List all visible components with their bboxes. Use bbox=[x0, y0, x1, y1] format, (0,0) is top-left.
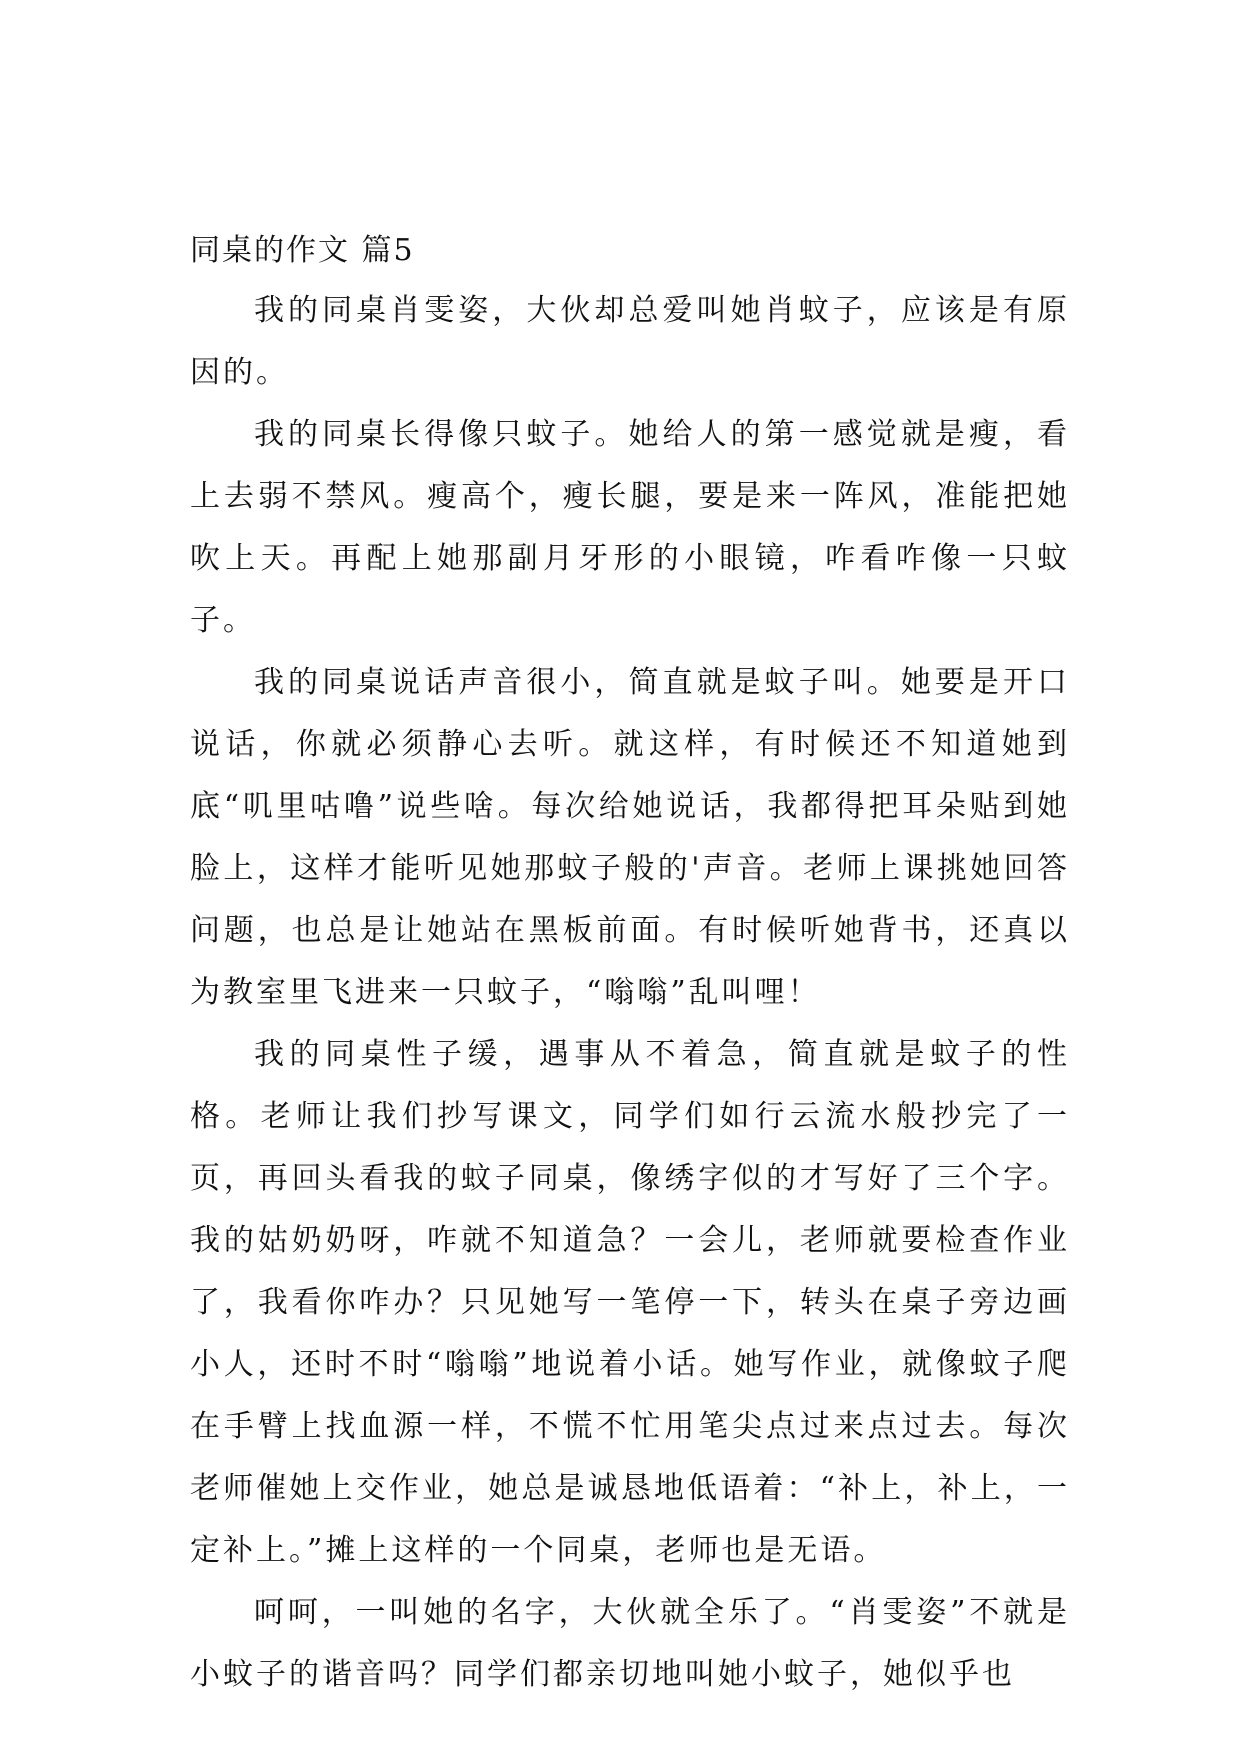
paragraph-5: 呵呵，一叫她的名字，大伙就全乐了。“肖雯姿”不就是小蚊子的谐音吗？同学们都亲切地叫她小蚊子，她似乎也 bbox=[190, 1595, 1070, 1692]
paragraph-4: 我的同桌性子缓，遇事从不着急，简直就是蚊子的性格。老师让我们抄写课文，同学们如行云流水般抄完了一页，再回头看我的蚊子同桌，像绣字似的才写好了三个字。我的姑奶奶呀，咋就不知道急？一会儿，老师就要检查作业了，我看你咋办？只见她写一笔停一下，转头在桌子旁边画小人，还时不时“嗡嗡”地说着小话。她写作业，就像蚊子爬在手臂上找血源一样，不慌不忙用笔尖点过来点过去。每次老师催她上交作业，她总是诚恳地低语着：“补上，补上，一定补上。”摊上这样的一个同桌，老师也是无语。 bbox=[190, 1037, 1070, 1568]
paragraph-1: 我的同桌肖雯姿，大伙却总爱叫她肖蚊子，应该是有原因的。 bbox=[190, 293, 1070, 390]
paragraph-2: 我的同桌长得像只蚊子。她给人的第一感觉就是瘦，看上去弱不禁风。瘦高个，瘦长腿，要是来一阵风，准能把她吹上天。再配上她那副月牙形的小眼镜，咋看咋像一只蚊子。 bbox=[190, 417, 1070, 638]
document-body bbox=[190, 222, 1070, 1706]
essay-title: 同桌的作文 篇5 bbox=[190, 233, 415, 268]
paragraph-3: 我的同桌说话声音很小，简直就是蚊子叫。她要是开口说话，你就必须静心去听。就这样，有时候还不知道她到底“叽里咕噜”说些啥。每次给她说话，我都得把耳朵贴到她脸上，这样才能听见她那蚊子般的'声音。老师上课挑她回答问题，也总是让她站在黑板前面。有时候听她背书，还真以为教室里飞进来一只蚊子，“嗡嗡”乱叫哩！ bbox=[190, 665, 1070, 1010]
